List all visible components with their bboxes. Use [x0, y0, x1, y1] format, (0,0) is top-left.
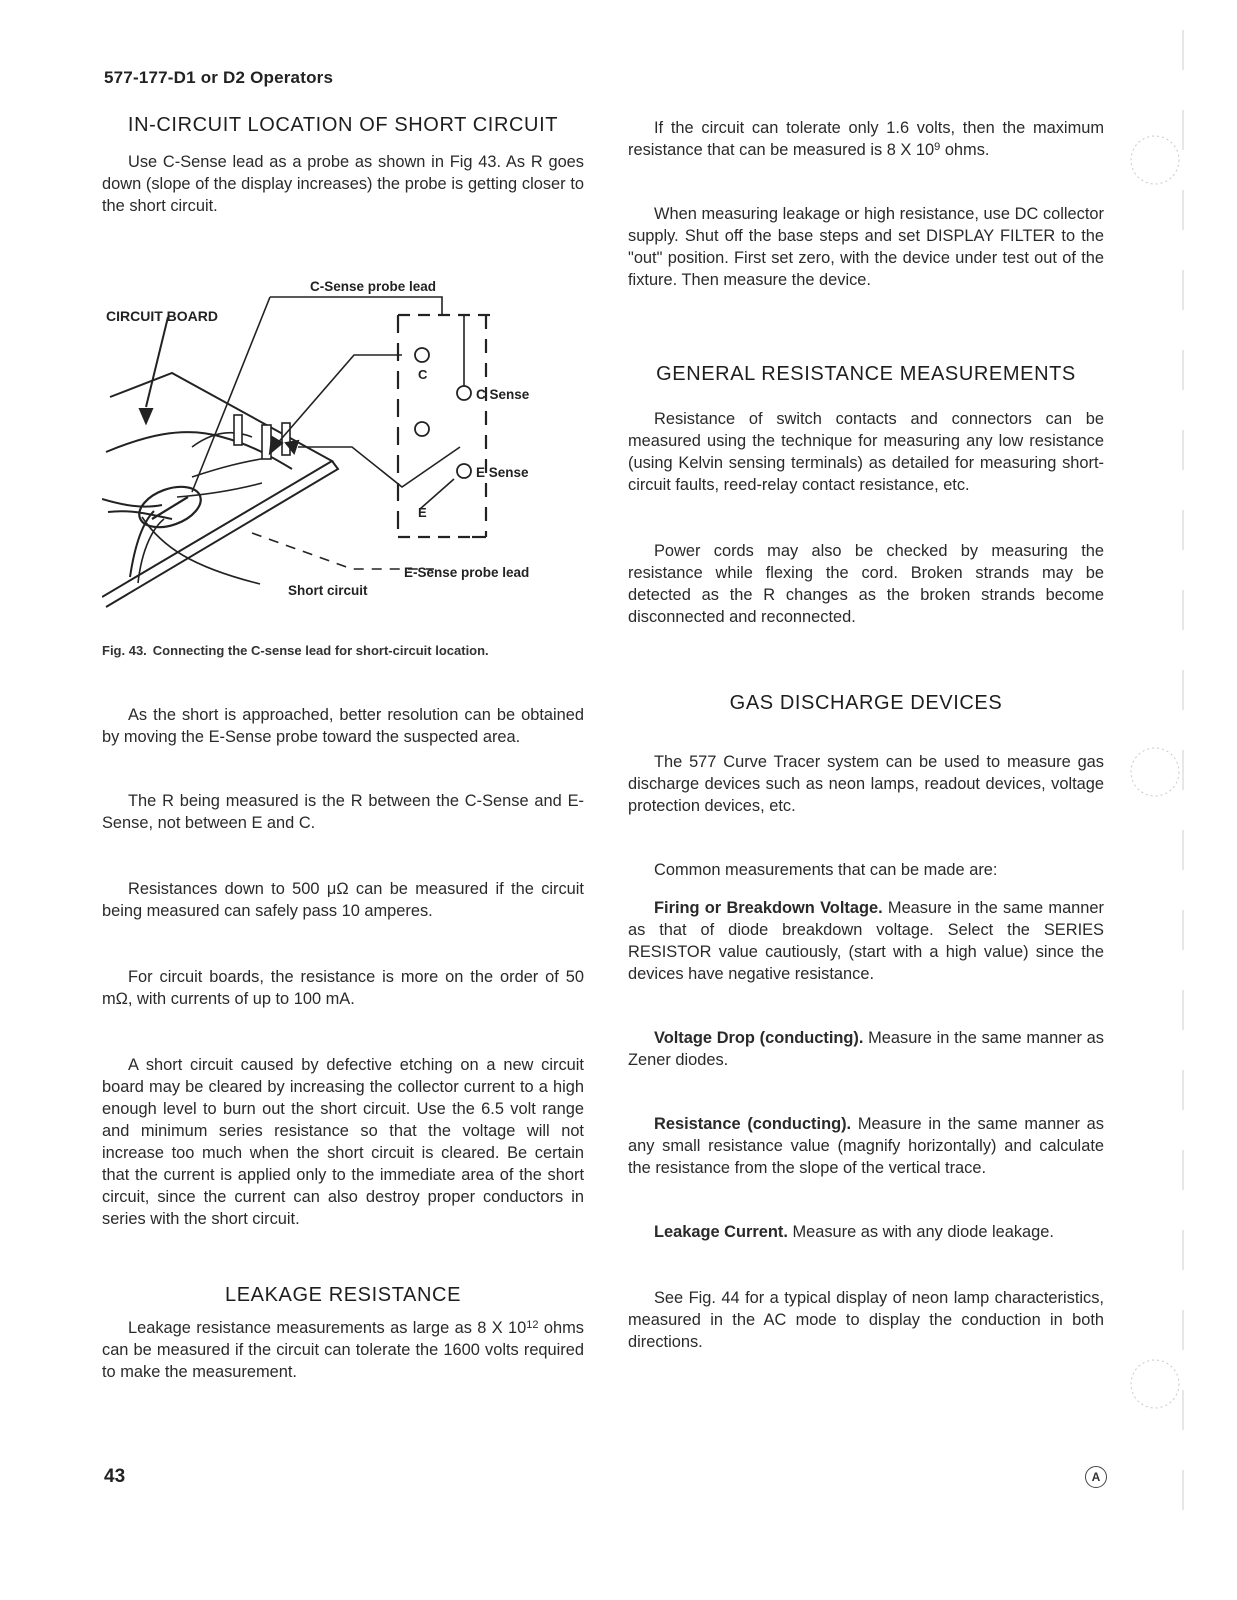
leakage-exponent: 12	[526, 1319, 539, 1331]
paragraph-switch-contacts: Resistance of switch contacts and connectors can be measured using the technique for measuring any low resistance (using Kelvin sensing terminals) as detailed for measuring short-circuit faults, reed-relay contact resistance, etc.	[628, 410, 1104, 494]
label-e-sense: E Sense	[476, 465, 529, 480]
paragraph-resistance-down: Resistances down to 500 μΩ can be measured if the circuit being measured can safely pass 10 amperes.	[102, 880, 584, 920]
paragraph-circuit-boards: For circuit boards, the resistance is more on the order of 50 mΩ, with currents of up to 100 mA.	[102, 968, 584, 1008]
paragraph-incircuit-intro: Use C-Sense lead as a probe as shown in Fig 43. As R goes down (slope of the display increases) the probe is getting closer to the short circuit.	[102, 153, 584, 215]
figure-43-diagram	[102, 247, 584, 643]
figure-43	[102, 247, 584, 643]
firing-heading: Firing or Breakdown Voltage.	[654, 899, 883, 917]
paragraph-voltage-drop	[628, 1027, 1104, 1071]
binding-edge	[1125, 0, 1237, 1600]
paragraph-leakage-measuring: When measuring leakage or high resistance, use DC collector supply. Shut off the base steps and set DISPLAY FILTER to the "out" position. First set zero, with the device under test out of the fixture. Then measure the device.	[628, 205, 1104, 289]
paragraph-curve-tracer: The 577 Curve Tracer system can be used to measure gas discharge devices such as neon lamps, readout devices, voltage protection devices, etc.	[628, 753, 1104, 815]
left-column	[102, 112, 584, 1383]
paragraph-short-etching: A short circuit caused by defective etching on a new circuit board may be cleared by increasing the collector current to a high enough level to burn out the short circuit. Use the 6.5 volt range and minimum series resistance so that the voltage will not increase too much when the short circuit is cleared. Be certain that the current is applied only to the immediate area of the short circuit, since the current can also destroy proper conductors in series with the short circuit.	[102, 1056, 584, 1228]
paragraph-leakage-current	[628, 1221, 1104, 1243]
paragraph-common-measurements: Common measurements that can be made are:	[654, 861, 998, 879]
paragraph-see-fig-44: See Fig. 44 for a typical display of neon lamp characteristics, measured in the AC mode to display the conduction in both directions.	[628, 1289, 1104, 1351]
leakage-current-heading: Leakage Current.	[654, 1223, 788, 1241]
publisher-mark-icon: A	[1085, 1466, 1107, 1488]
paragraph-tolerate	[628, 117, 1104, 161]
label-circuit-board: CIRCUIT BOARD	[106, 308, 218, 324]
paragraph-r-measured: The R being measured is the R between the C-Sense and E-Sense, not between E and C.	[102, 792, 584, 832]
figure-caption-number: Fig. 43.	[102, 643, 147, 658]
tolerate-text-start: If the circuit can tolerate only 1.6 volts, then the maximum resistance that can be measured is 8 X 10	[628, 119, 1104, 159]
page-number: 43	[104, 1466, 126, 1487]
section-title-leakage: LEAKAGE RESISTANCE	[224, 1284, 462, 1306]
firing-text: Measure in the same manner as that of diode breakdown voltage. Select the SERIES RESISTOR value cautiously, (start with a high value) since the devices have negative resistance.	[628, 899, 1104, 983]
page-header: 577-177-D1 or D2 Operators	[104, 68, 334, 87]
voltage-drop-text: Measure in the same manner as Zener diodes.	[628, 1029, 1104, 1069]
paragraph-resistance-conducting	[628, 1113, 1104, 1179]
right-column	[628, 112, 1104, 1353]
resistance-conducting-text: Measure in the same manner as any small resistance value (magnify horizontally) and calculate the resistance from the slope of the vertical trace.	[628, 1115, 1104, 1177]
label-e-terminal: E	[418, 505, 427, 520]
figure-caption-text: Connecting the C-sense lead for short-circuit location.	[152, 643, 489, 658]
figure-43-caption	[102, 643, 584, 658]
paragraph-leakage	[102, 1317, 584, 1383]
section-title-incircuit: IN-CIRCUIT LOCATION OF SHORT CIRCUIT	[127, 114, 559, 136]
paragraph-firing	[628, 897, 1104, 985]
voltage-drop-heading: Voltage Drop (conducting).	[654, 1029, 864, 1047]
paragraph-power-cords: Power cords may also be checked by measuring the resistance while flexing the cord. Broken strands may be detected as the R changes as the broken strands become disconnected and reconnected.	[628, 542, 1104, 626]
leakage-current-text: Measure as with any diode leakage.	[787, 1223, 1054, 1241]
resistance-conducting-heading: Resistance (conducting).	[654, 1115, 852, 1133]
label-csense-probe-lead: C-Sense probe lead	[310, 279, 437, 294]
punch-hole-middle-icon	[1131, 748, 1179, 796]
board-edge-top	[102, 373, 332, 597]
label-c-sense: C Sense	[476, 387, 530, 402]
paragraph-resolution: As the short is approached, better resolution can be obtained by moving the E-Sense probe toward the suspected area.	[102, 706, 584, 746]
leakage-text-start: Leakage resistance measurements as large as 8 X 10	[128, 1319, 527, 1337]
punch-hole-bottom-icon	[1131, 1360, 1179, 1408]
section-title-general: GENERAL RESISTANCE MEASUREMENTS	[656, 363, 1076, 385]
label-esense-probe-lead: E-Sense probe lead	[404, 565, 530, 580]
section-title-gas: GAS DISCHARGE DEVICES	[729, 692, 1003, 714]
tolerate-exponent: 9	[934, 141, 941, 153]
label-short-circuit: Short circuit	[288, 583, 368, 598]
label-c-terminal: C	[418, 367, 428, 382]
leakage-text-end: ohms can be measured if the circuit can tolerate the 1600 volts required to make the measurement.	[102, 1319, 584, 1381]
tolerate-text-end: ohms.	[940, 141, 990, 159]
punch-hole-top-icon	[1131, 136, 1179, 184]
